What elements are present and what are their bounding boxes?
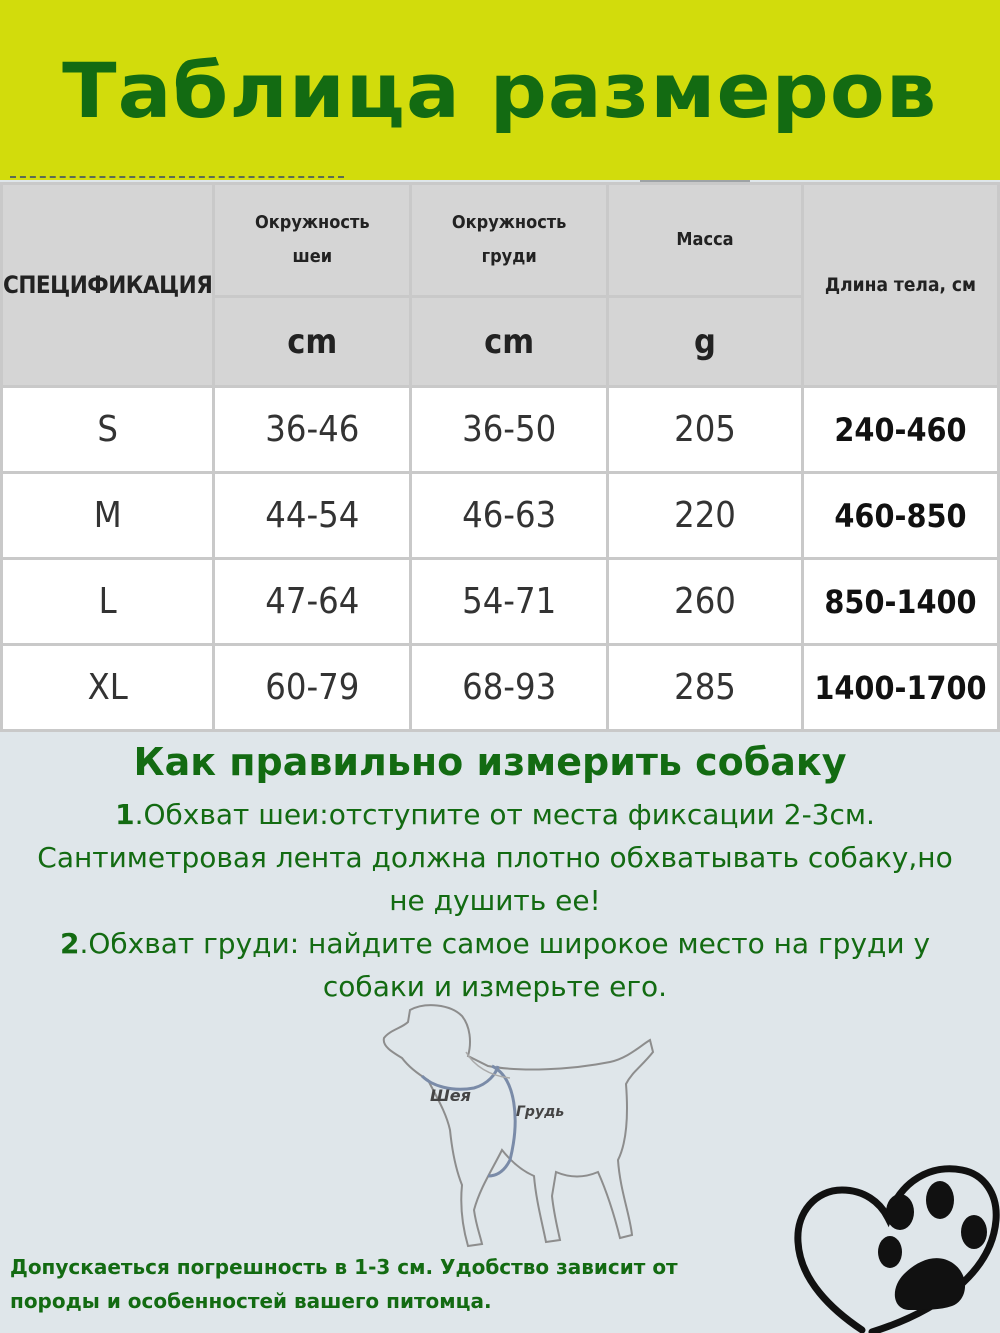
cell-length: 460-850: [802, 473, 998, 559]
cell-mass: 260: [608, 559, 803, 645]
cell-length: 1400-1700: [802, 645, 998, 731]
unit-mass: g: [608, 297, 803, 387]
step2-text: .Обхват груди: найдите самое широкое место на груди у: [79, 927, 931, 960]
step1-text: .Обхват шеи:отступите от места фиксации 2-3см.: [134, 798, 875, 831]
cell-mass: 205: [608, 387, 803, 473]
dog-diagram: [370, 1000, 670, 1255]
heart-paw-icon: [792, 1160, 1000, 1333]
howto-title: Как правильно измерить собаку: [133, 740, 847, 784]
cell-neck: 44-54: [214, 473, 411, 559]
step1-line3: не душить ее!: [389, 884, 601, 917]
step1-number: 1: [115, 798, 135, 831]
cell-neck: 47-64: [214, 559, 411, 645]
cell-mass: 220: [608, 473, 803, 559]
header-banner: [0, 0, 1000, 180]
cell-chest: 68-93: [411, 645, 608, 731]
cell-size: S: [2, 387, 214, 473]
cell-size: M: [2, 473, 214, 559]
step1-line2: Сантиметровая лента должна плотно обхватывать собаку,но: [37, 841, 953, 874]
header-chest: [411, 184, 608, 297]
step2-number: 2: [59, 927, 80, 960]
header-neck-line2: шеи: [292, 246, 333, 267]
step1-line1: [0, 793, 990, 836]
cell-size: XL: [2, 645, 214, 731]
step2-line2: собаки и измерьте его.: [322, 970, 668, 1003]
table-row: [2, 387, 999, 473]
dashed-divider: [10, 176, 344, 178]
header-spec: СПЕЦИФИКАЦИЯ: [2, 184, 214, 387]
table-row: [2, 645, 999, 731]
header-neck-line1: Окружность: [255, 212, 370, 233]
cell-mass: 285: [608, 645, 803, 731]
footer-note: [10, 1250, 770, 1318]
footer-line1: Допускаеться погрешность в 1-3 см. Удобство зависит от: [10, 1255, 678, 1279]
header-neck: [214, 184, 411, 297]
instructions: [0, 793, 990, 1008]
header-mass-line1: Масса: [676, 229, 734, 250]
neck-label: Шея: [430, 1086, 471, 1105]
table-row: [2, 559, 999, 645]
cell-length: 850-1400: [802, 559, 998, 645]
cell-size: L: [2, 559, 214, 645]
header-chest-line2: груди: [481, 246, 537, 267]
unit-chest: cm: [411, 297, 608, 387]
cell-neck: 36-46: [214, 387, 411, 473]
header-chest-line1: Окружность: [451, 212, 567, 233]
dog-outline-icon: [370, 1000, 670, 1255]
unit-neck: cm: [214, 297, 411, 387]
cell-chest: 46-63: [411, 473, 608, 559]
size-table: [0, 182, 1000, 732]
step2-line1: [0, 922, 990, 965]
footer-line2: породы и особенностей вашего питомца.: [10, 1289, 492, 1313]
table-row: [2, 473, 999, 559]
cell-chest: 36-50: [411, 387, 608, 473]
page-title: Таблица размеров: [62, 45, 938, 135]
cell-neck: 60-79: [214, 645, 411, 731]
header-length: Длина тела, см: [802, 184, 998, 387]
cell-length: 240-460: [802, 387, 998, 473]
cell-chest: 54-71: [411, 559, 608, 645]
header-mass: [608, 184, 803, 297]
chest-label: Грудь: [516, 1104, 565, 1120]
